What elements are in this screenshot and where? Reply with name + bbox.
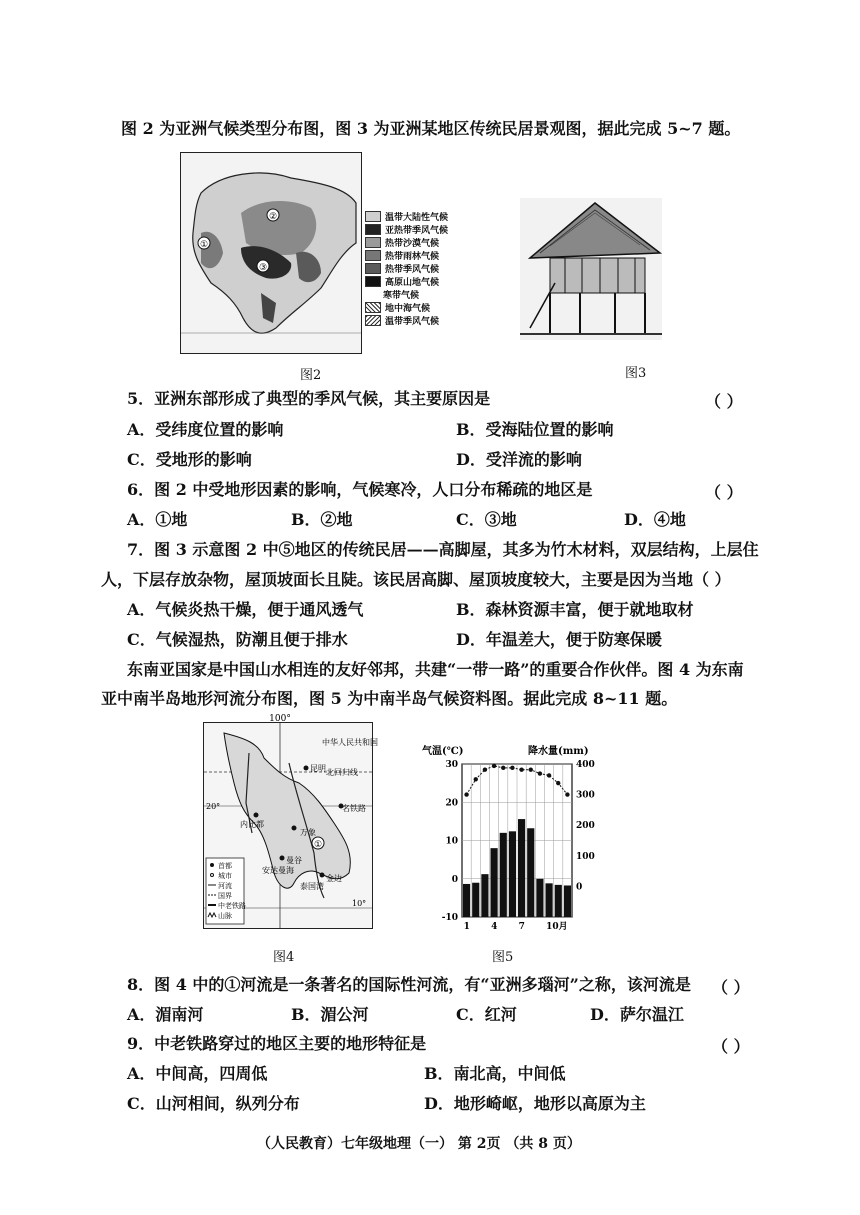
temperature-point bbox=[529, 768, 533, 772]
y-right-axis-title: 降水量(mm) bbox=[528, 746, 589, 757]
railway-note-label: 名铁路 bbox=[342, 804, 366, 813]
river-marker-1: ① bbox=[313, 840, 323, 850]
y-right-tick: 100 bbox=[576, 851, 595, 862]
y-left-tick: 30 bbox=[445, 760, 458, 770]
asia-climate-map bbox=[180, 152, 362, 354]
tropic-label: 北回归线 bbox=[326, 768, 358, 777]
legend-item: 亚热带季风气候 bbox=[365, 223, 460, 236]
q5-answer-blank[interactable]: （ ） bbox=[705, 392, 743, 411]
y-right-tick: 200 bbox=[576, 821, 595, 832]
china-label: 中华人民共和国 bbox=[322, 738, 378, 747]
q6-option-d[interactable]: D．④地 bbox=[624, 510, 686, 529]
precip-bar bbox=[463, 884, 470, 917]
fig4-caption: 图4 bbox=[273, 950, 295, 965]
marker-2: ② bbox=[268, 212, 278, 222]
q5-option-b[interactable]: B．受海陆位置的影响 bbox=[456, 420, 614, 439]
fig5-caption: 图5 bbox=[492, 950, 514, 965]
q5-option-d[interactable]: D．受洋流的影响 bbox=[456, 450, 582, 469]
q5-option-c[interactable]: C．受地形的影响 bbox=[127, 450, 252, 469]
climate-chart bbox=[420, 742, 610, 937]
temperature-point bbox=[519, 768, 523, 772]
q9-stem: 9．中老铁路穿过的地区主要的地形特征是 bbox=[127, 1034, 427, 1053]
temperature-point bbox=[547, 773, 551, 777]
longitude-label: 100° bbox=[269, 714, 291, 724]
legend-mountain: 山脉 bbox=[218, 912, 232, 920]
asia-map-graphic bbox=[181, 153, 361, 353]
q6-option-a[interactable]: A．①地 bbox=[127, 510, 188, 529]
naypyidaw-label: 内比都 bbox=[240, 820, 264, 829]
q9-option-c[interactable]: C．山河相间，纵列分布 bbox=[127, 1094, 300, 1113]
q9-option-a[interactable]: A．中间高，四周低 bbox=[127, 1064, 268, 1083]
temperature-point bbox=[474, 777, 478, 781]
q7-stem-line2: 人，下层存放杂物，屋顶坡面长且陡。该民居高脚、屋顶坡度较大，主要是因为当地（ ） bbox=[101, 570, 731, 589]
intro2-line2: 亚中南半岛地形河流分布图，图 5 为中南半岛气候资料图。据此完成 8~11 题。 bbox=[101, 689, 678, 708]
q7-option-c[interactable]: C．气候湿热，防潮且便于排水 bbox=[127, 630, 348, 649]
lat10-label: 10° bbox=[352, 899, 367, 908]
indochina-map bbox=[203, 714, 378, 929]
andaman-sea-label: 安达曼海 bbox=[262, 866, 294, 875]
y-left-tick: -10 bbox=[441, 913, 458, 923]
x-tick-label: 4 bbox=[491, 922, 498, 932]
stilt-house-image bbox=[520, 198, 662, 340]
temperature-point bbox=[565, 792, 569, 796]
q6-option-b[interactable]: B．②地 bbox=[291, 510, 353, 529]
climate-legend bbox=[365, 210, 460, 327]
x-tick-label: 1 bbox=[463, 922, 470, 932]
q6-stem: 6．图 2 中受地形因素的影响，气候寒冷，人口分布稀疏的地区是 bbox=[127, 480, 593, 499]
legend-capital: 首都 bbox=[218, 862, 232, 870]
q9-option-b[interactable]: B．南北高，中间低 bbox=[424, 1064, 566, 1083]
marker-3: ③ bbox=[258, 263, 268, 273]
y-right-tick: 0 bbox=[576, 882, 583, 893]
temperature-point bbox=[510, 766, 514, 770]
phnom-penh-label: 金边 bbox=[326, 874, 342, 883]
precip-bar bbox=[536, 879, 543, 917]
intro2-line1: 东南亚国家是中国山水相连的友好邻邦，共建“一带一路”的重要合作伙伴。图 4 为东南 bbox=[127, 660, 744, 679]
fig3-caption: 图3 bbox=[625, 366, 647, 381]
legend-item: 高原山地气候 bbox=[365, 275, 460, 288]
legend-item: 寒带气候 bbox=[365, 288, 460, 301]
temperature-point bbox=[538, 771, 542, 775]
q5-stem: 5．亚洲东部形成了典型的季风气候，其主要原因是 bbox=[127, 389, 491, 408]
gulf-of-thailand-label: 泰国湾 bbox=[300, 882, 324, 891]
legend-item: 温带季风气候 bbox=[365, 314, 460, 327]
marker-1: ① bbox=[199, 240, 209, 250]
legend-item: 地中海气候 bbox=[365, 301, 460, 314]
precip-bar bbox=[518, 819, 525, 917]
q6-option-c[interactable]: C．③地 bbox=[456, 510, 517, 529]
q8-option-d[interactable]: D．萨尔温江 bbox=[590, 1005, 684, 1024]
precip-bar bbox=[509, 831, 516, 917]
q7-option-b[interactable]: B．森林资源丰富，便于就地取材 bbox=[456, 600, 694, 619]
legend-border: 国界 bbox=[218, 892, 232, 900]
q9-answer-blank[interactable]: （ ） bbox=[712, 1037, 750, 1056]
q9-option-d[interactable]: D．地形崎岖，地形以高原为主 bbox=[424, 1094, 646, 1113]
q7-option-a[interactable]: A．气候炎热干燥，便于通风透气 bbox=[127, 600, 364, 619]
q7-stem-line1: 7．图 3 示意图 2 中⑤地区的传统民居——高脚屋，其多为竹木材料，双层结构，上层住 bbox=[127, 540, 759, 559]
precip-bar bbox=[491, 848, 498, 917]
q8-option-a[interactable]: A．湄南河 bbox=[127, 1005, 204, 1024]
legend-river: 河流 bbox=[218, 882, 232, 890]
legend-item: 温带大陆性气候 bbox=[365, 210, 460, 223]
precip-bar bbox=[527, 828, 534, 917]
precip-bar bbox=[546, 883, 553, 917]
precip-bar bbox=[564, 885, 571, 917]
y-left-tick: 10 bbox=[445, 836, 458, 847]
temperature-point bbox=[492, 764, 496, 768]
q8-stem: 8．图 4 中的①河流是一条著名的国际性河流，有“亚洲多瑙河”之称，该河流是 bbox=[127, 975, 691, 994]
q6-answer-blank[interactable]: （ ） bbox=[705, 483, 743, 502]
y-left-tick: 0 bbox=[451, 874, 458, 885]
fig2-caption: 图2 bbox=[300, 368, 322, 383]
page-footer: （人民教育）七年级地理（一） 第 2页 （共 8 页） bbox=[257, 1136, 581, 1152]
temperature-point bbox=[501, 766, 505, 770]
intro-text: 图 2 为亚洲气候类型分布图，图 3 为亚洲某地区传统民居景观图，据此完成 5~7 题。 bbox=[121, 119, 741, 138]
temperature-point bbox=[483, 768, 487, 772]
temperature-point bbox=[464, 792, 468, 796]
precip-bar bbox=[555, 885, 562, 917]
x-tick-label: 7 bbox=[518, 922, 525, 932]
legend-item: 热带沙漠气候 bbox=[365, 236, 460, 249]
q8-option-b[interactable]: B．湄公河 bbox=[291, 1005, 369, 1024]
legend-item: 热带雨林气候 bbox=[365, 249, 460, 262]
y-left-axis-title: 气温(℃) bbox=[422, 746, 464, 757]
lat20-label: 20° bbox=[206, 802, 221, 811]
q7-option-d[interactable]: D．年温差大，便于防寒保暖 bbox=[456, 630, 662, 649]
vientiane-label: 万象 bbox=[300, 828, 316, 837]
y-right-tick: 400 bbox=[576, 760, 595, 770]
y-right-tick: 300 bbox=[576, 790, 595, 801]
precip-bar bbox=[500, 833, 507, 917]
legend-city: 城市 bbox=[218, 872, 232, 880]
x-tick-label: 10月 bbox=[546, 922, 568, 932]
q8-option-c[interactable]: C．红河 bbox=[456, 1005, 517, 1024]
precip-bar bbox=[472, 883, 479, 917]
legend-railway: 中老铁路 bbox=[218, 902, 246, 910]
kunming-label: 昆明 bbox=[310, 764, 326, 773]
y-left-tick: 20 bbox=[445, 798, 458, 809]
temperature-point bbox=[556, 781, 560, 785]
precip-bar bbox=[481, 874, 488, 917]
legend-item: 热带季风气候 bbox=[365, 262, 460, 275]
q5-option-a[interactable]: A．受纬度位置的影响 bbox=[127, 420, 284, 439]
stilt-house-sketch bbox=[520, 198, 662, 340]
q8-answer-blank[interactable]: （ ） bbox=[712, 978, 750, 997]
bangkok-label: 曼谷 bbox=[286, 856, 302, 865]
indochina-map-graphic bbox=[204, 714, 378, 928]
climate-chart-svg bbox=[420, 742, 610, 937]
